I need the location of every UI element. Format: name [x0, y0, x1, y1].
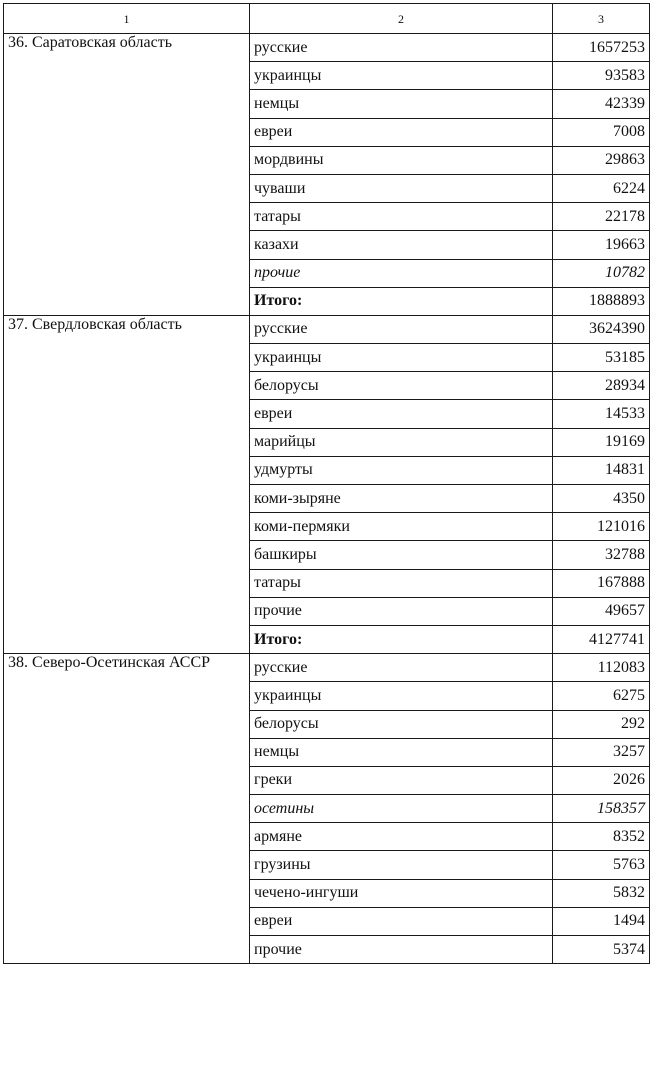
region-name: 38. Северо-Осетинская АССР: [4, 654, 250, 964]
count-cell: 7008: [553, 118, 650, 146]
count-cell: 19663: [553, 231, 650, 259]
count-cell: 53185: [553, 344, 650, 372]
nationality-cell: татары: [250, 203, 553, 231]
table-row: [4, 654, 650, 682]
count-cell: 5374: [553, 936, 650, 964]
count-cell: 3624390: [553, 315, 650, 343]
count-cell: 93583: [553, 62, 650, 90]
count-cell: 121016: [553, 513, 650, 541]
nationality-cell: греки: [250, 766, 553, 794]
total-label: Итого:: [250, 287, 553, 315]
count-cell: 112083: [553, 654, 650, 682]
count-cell: 158357: [553, 795, 650, 823]
nationality-cell: коми-пермяки: [250, 513, 553, 541]
column-header-3: 3: [553, 4, 650, 34]
count-cell: 6275: [553, 682, 650, 710]
nationality-cell: татары: [250, 569, 553, 597]
count-cell: 14533: [553, 400, 650, 428]
header-row: [4, 4, 650, 34]
count-cell: 49657: [553, 597, 650, 625]
nationality-cell: украинцы: [250, 682, 553, 710]
census-table: [3, 3, 650, 964]
nationality-cell: украинцы: [250, 62, 553, 90]
nationality-cell: русские: [250, 315, 553, 343]
nationality-cell: чуваши: [250, 174, 553, 202]
count-cell: 22178: [553, 203, 650, 231]
count-cell: 6224: [553, 174, 650, 202]
total-count: 1888893: [553, 287, 650, 315]
nationality-cell: евреи: [250, 118, 553, 146]
column-header-1: 1: [4, 4, 250, 34]
nationality-cell: чечено-ингуши: [250, 879, 553, 907]
table-row: [4, 34, 650, 62]
nationality-cell: коми-зыряне: [250, 485, 553, 513]
nationality-cell: прочие: [250, 597, 553, 625]
nationality-cell: украинцы: [250, 344, 553, 372]
count-cell: 3257: [553, 738, 650, 766]
nationality-cell: евреи: [250, 400, 553, 428]
count-cell: 5763: [553, 851, 650, 879]
count-cell: 29863: [553, 146, 650, 174]
table-body: [4, 34, 650, 964]
nationality-cell: осетины: [250, 795, 553, 823]
count-cell: 8352: [553, 823, 650, 851]
count-cell: 292: [553, 710, 650, 738]
nationality-cell: немцы: [250, 90, 553, 118]
table-row: [4, 315, 650, 343]
nationality-cell: грузины: [250, 851, 553, 879]
column-header-2: 2: [250, 4, 553, 34]
count-cell: 10782: [553, 259, 650, 287]
count-cell: 2026: [553, 766, 650, 794]
total-label: Итого:: [250, 625, 553, 653]
nationality-cell: башкиры: [250, 541, 553, 569]
nationality-cell: удмурты: [250, 456, 553, 484]
count-cell: 42339: [553, 90, 650, 118]
count-cell: 32788: [553, 541, 650, 569]
nationality-cell: немцы: [250, 738, 553, 766]
count-cell: 1494: [553, 907, 650, 935]
region-name: 37. Свердловская область: [4, 315, 250, 653]
nationality-cell: прочие: [250, 259, 553, 287]
nationality-cell: марийцы: [250, 428, 553, 456]
nationality-cell: мордвины: [250, 146, 553, 174]
count-cell: 5832: [553, 879, 650, 907]
nationality-cell: русские: [250, 34, 553, 62]
nationality-cell: казахи: [250, 231, 553, 259]
nationality-cell: прочие: [250, 936, 553, 964]
nationality-cell: русские: [250, 654, 553, 682]
count-cell: 14831: [553, 456, 650, 484]
nationality-cell: белорусы: [250, 372, 553, 400]
region-name: 36. Саратовская область: [4, 34, 250, 316]
count-cell: 167888: [553, 569, 650, 597]
count-cell: 28934: [553, 372, 650, 400]
total-count: 4127741: [553, 625, 650, 653]
nationality-cell: евреи: [250, 907, 553, 935]
count-cell: 1657253: [553, 34, 650, 62]
count-cell: 19169: [553, 428, 650, 456]
count-cell: 4350: [553, 485, 650, 513]
nationality-cell: армяне: [250, 823, 553, 851]
nationality-cell: белорусы: [250, 710, 553, 738]
